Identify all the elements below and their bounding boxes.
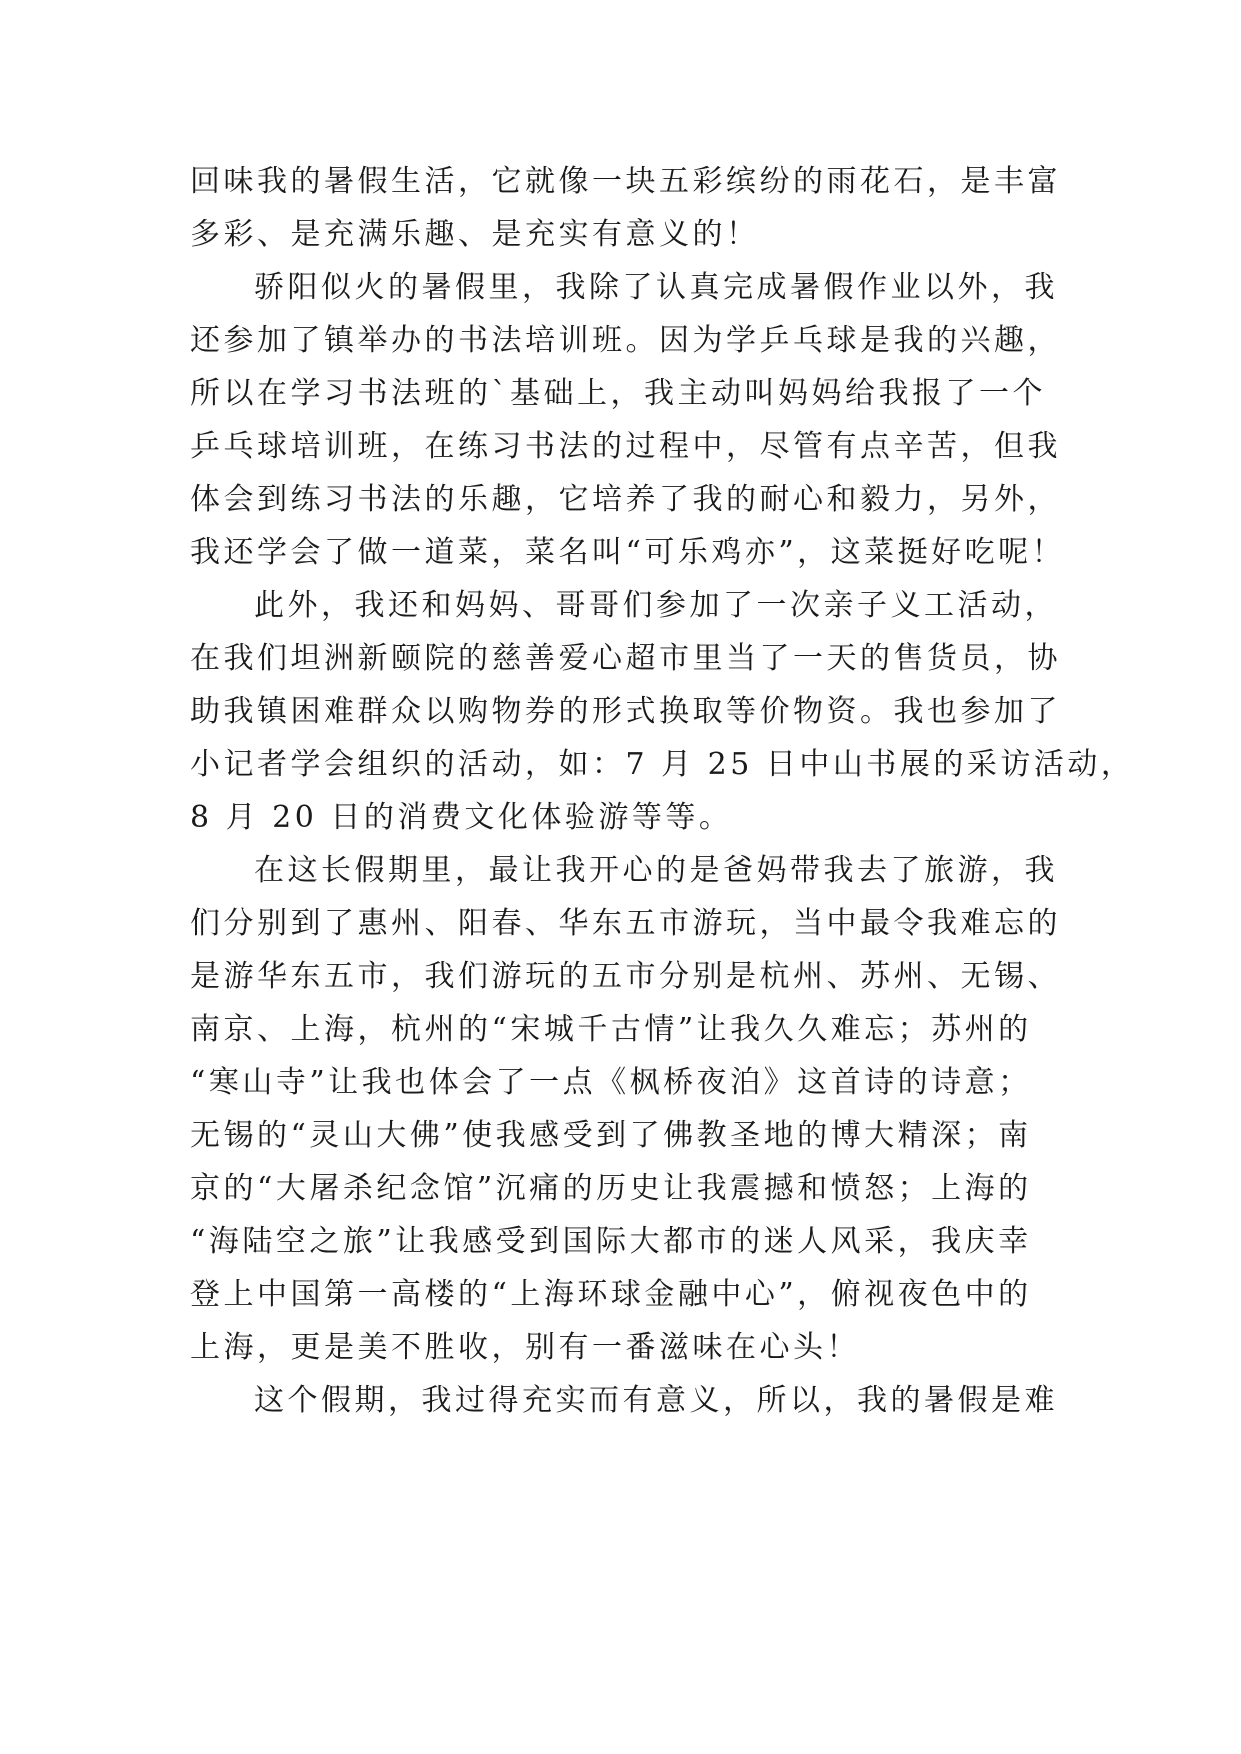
text-line: 体会到练习书法的乐趣，它培养了我的耐心和毅力，另外， xyxy=(190,482,1061,517)
text-line: 所以在学习书法班的`基础上，我主动叫妈妈给我报了一个 xyxy=(190,376,1046,411)
text-line: 无锡的“灵山大佛”使我感受到了佛教圣地的博大精深；南 xyxy=(190,1118,1032,1153)
text-line: 乒乓球培训班，在练习书法的过程中，尽管有点辛苦，但我 xyxy=(190,429,1061,464)
text-line: 在我们坦洲新颐院的慈善爱心超市里当了一天的售货员，协 xyxy=(190,641,1061,676)
text-line: 8 月 20 日的消费文化体验游等等。 xyxy=(190,800,733,835)
text-line: 南京、上海，杭州的“宋城千古情”让我久久难忘；苏州的 xyxy=(190,1012,1032,1047)
text-line: 是游华东五市，我们游玩的五市分别是杭州、苏州、无锡、 xyxy=(190,959,1061,994)
text-line: 上海，更是美不胜收，别有一番滋味在心头！ xyxy=(190,1330,860,1365)
text-line: “寒山寺”让我也体会了一点《枫桥夜泊》这首诗的诗意； xyxy=(190,1065,1032,1100)
paragraph-start-line: 这个假期，我过得充实而有意义，所以，我的暑假是难 xyxy=(254,1383,1058,1418)
text-line: 多彩、是充满乐趣、是充实有意义的！ xyxy=(190,217,760,252)
paragraph-start-line: 在这长假期里，最让我开心的是爸妈带我去了旅游，我 xyxy=(254,853,1058,888)
essay-body xyxy=(190,155,1135,1427)
text-line: 我还学会了做一道菜，菜名叫“可乐鸡亦”，这菜挺好吃呢！ xyxy=(190,535,1066,570)
text-line: 京的“大屠杀纪念馆”沉痛的历史让我震撼和愤怒；上海的 xyxy=(190,1171,1032,1206)
text-line: 登上中国第一高楼的“上海环球金融中心”，俯视夜色中的 xyxy=(190,1277,1032,1312)
text-line: 小记者学会组织的活动，如：7 月 25 日中山书展的采访活动， xyxy=(190,747,1135,782)
text-line: “海陆空之旅”让我感受到国际大都市的迷人风采，我庆幸 xyxy=(190,1224,1032,1259)
text-line: 还参加了镇举办的书法培训班。因为学乒乓球是我的兴趣， xyxy=(190,323,1061,358)
text-line: 助我镇困难群众以购物券的形式换取等价物资。我也参加了 xyxy=(190,694,1061,729)
paragraph-start-line: 骄阳似火的暑假里，我除了认真完成暑假作业以外，我 xyxy=(254,270,1058,305)
text-line: 回味我的暑假生活，它就像一块五彩缤纷的雨花石，是丰富 xyxy=(190,164,1061,199)
paragraph-start-line: 此外，我还和妈妈、哥哥们参加了一次亲子义工活动， xyxy=(254,588,1058,623)
text-line: 们分别到了惠州、阳春、华东五市游玩，当中最令我难忘的 xyxy=(190,906,1061,941)
